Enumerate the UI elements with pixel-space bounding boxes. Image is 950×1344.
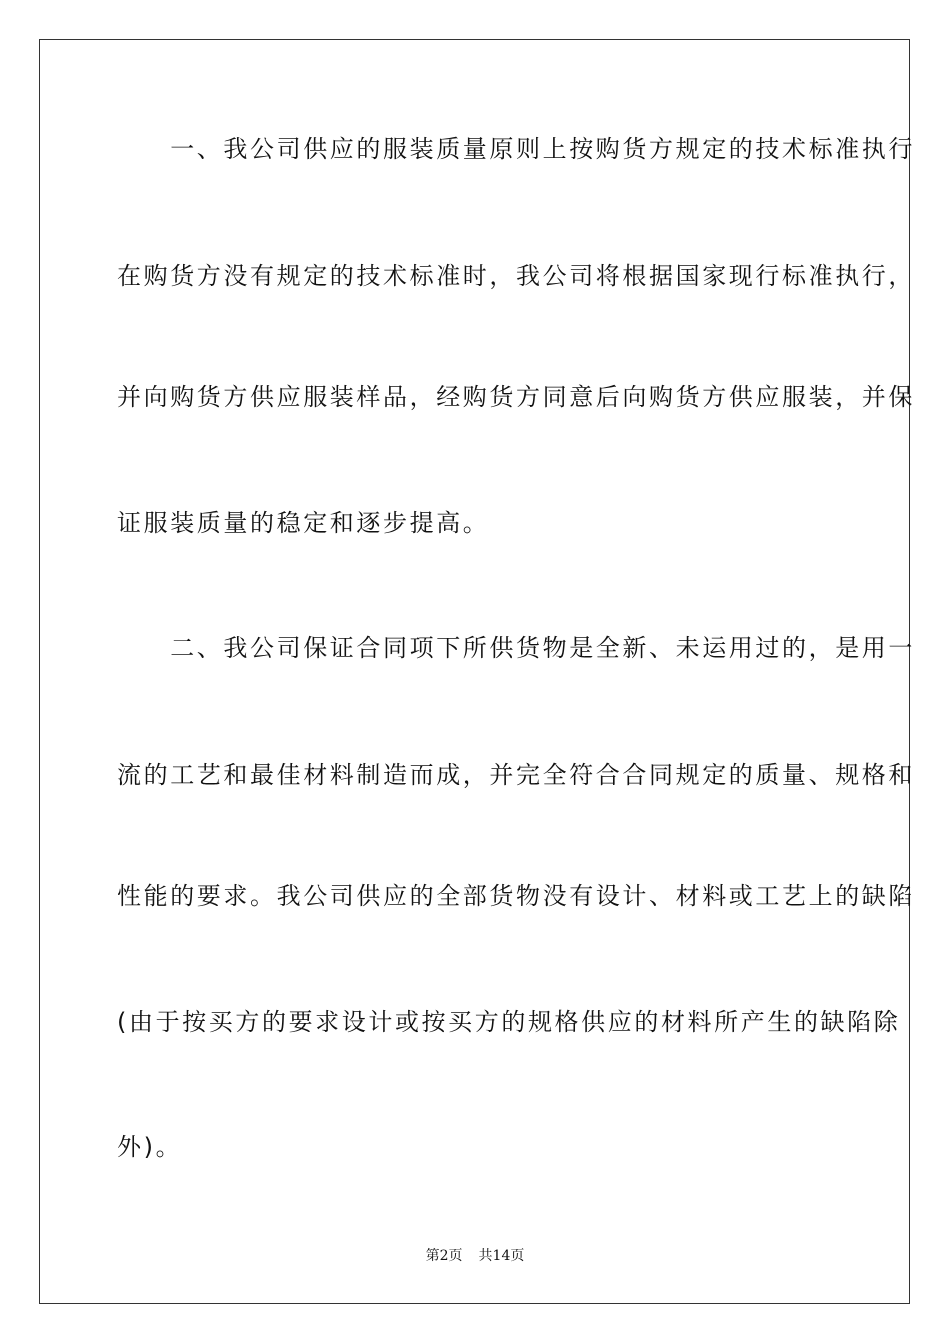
- text-line: 证服装质量的稳定和逐步提高。: [117, 509, 490, 537]
- page-footer: [0, 1247, 950, 1265]
- text-line: 性能的要求。我公司供应的全部货物没有设计、材料或工艺上的缺陷: [117, 882, 915, 910]
- page-frame: [39, 39, 915, 1304]
- text-line: 二、我公司保证合同项下所供货物是全新、未运用过的，是用一: [117, 634, 915, 662]
- total-pages: 共14页: [478, 1248, 525, 1264]
- text-line: 流的工艺和最佳材料制造而成，并完全符合合同规定的质量、规格和: [117, 761, 915, 789]
- text-line: 外)。: [117, 1133, 183, 1161]
- text-line: 并向购货方供应服装样品，经购货方同意后向购货方供应服装，并保: [117, 383, 915, 411]
- text-line: 一、我公司供应的服装质量原则上按购货方规定的技术标准执行: [117, 135, 915, 163]
- text-line: 在购货方没有规定的技术标准时，我公司将根据国家现行标准执行，: [117, 262, 915, 290]
- page-number: 第2页: [425, 1248, 463, 1264]
- text-line: (由于按买方的要求设计或按买方的规格供应的材料所产生的缺陷除: [117, 1008, 901, 1036]
